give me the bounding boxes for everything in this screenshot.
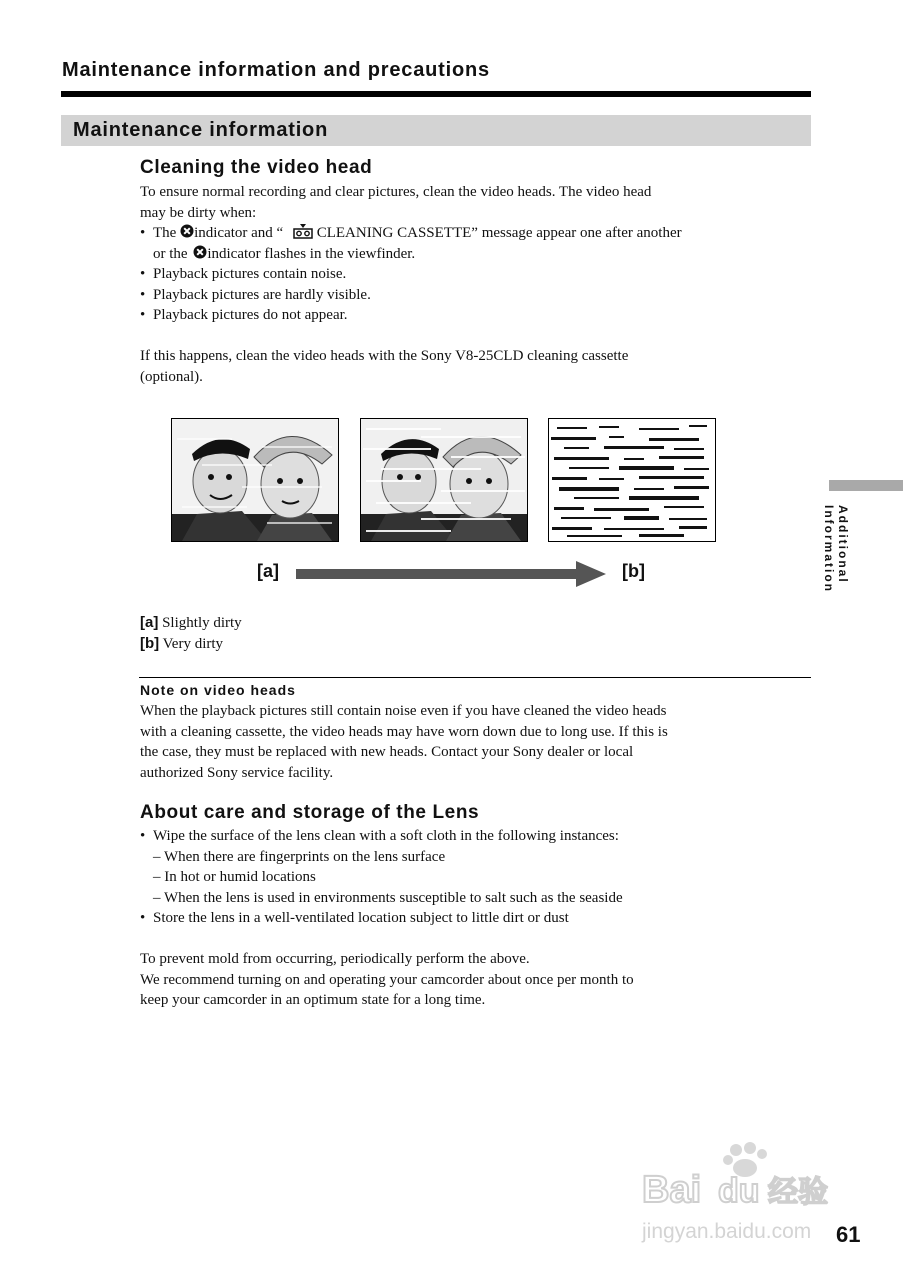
list-item: – In hot or humid locations <box>153 869 316 885</box>
caption-a <box>140 613 242 634</box>
bullet1-line2-suffix: indicator flashes in the viewfinder. <box>207 245 416 262</box>
note-line: with a cleaning cassette, the video heads may have worn down due to long use. If this is <box>140 723 668 740</box>
side-tab-label: Additional Information <box>822 505 850 593</box>
photo-very-dirty <box>548 418 716 542</box>
side-tab <box>829 480 903 491</box>
arrow-right-icon <box>296 561 608 592</box>
figure-label-a: [a] <box>257 561 279 581</box>
bullet1-prefix: The <box>153 225 177 241</box>
list-item <box>140 223 810 264</box>
cleaning-paragraph <box>140 346 810 387</box>
section-title: Maintenance information <box>73 119 329 141</box>
cleaning-para-line1: If this happens, clean the video heads with the Sony V8-25CLD cleaning cassette <box>140 348 629 364</box>
caption-a-tag: [a] <box>140 614 159 631</box>
warning-x-icon <box>193 245 207 259</box>
note-line: authorized Sony service facility. <box>140 764 334 781</box>
list-item: • Playback pictures contain noise. <box>140 264 810 285</box>
note-rule <box>139 677 811 678</box>
cleaning-para-line2: (optional). <box>140 368 203 385</box>
bullet1-suffix: CLEANING CASSETTE” message appear one after another <box>316 225 682 241</box>
caption-b-text: Very dirty <box>162 635 224 652</box>
figure-label-b: [b] <box>622 561 645 581</box>
cleaning-intro-line2: may be dirty when: <box>140 204 257 221</box>
warning-x-icon <box>180 224 194 238</box>
page-number: 61 <box>836 1222 861 1247</box>
cleaning-intro-line1: To ensure normal recording and clear pictures, clean the video heads. The video head <box>140 184 652 200</box>
figure-captions <box>140 613 242 654</box>
caption-b <box>140 634 242 655</box>
bullet1-mid: indicator and “ <box>194 225 284 241</box>
cleaning-cassette-icon <box>293 223 313 239</box>
watermark-line2: du <box>718 1172 760 1210</box>
watermark-line4: jingyan.baidu.com <box>642 1220 812 1243</box>
list-item: • Store the lens in a well-ventilated location subject to little dirt or dust <box>140 908 810 929</box>
list-item: • Playback pictures do not appear. <box>140 305 810 326</box>
note-line: When the playback pictures still contain noise even if you have cleaned the video heads <box>140 703 667 719</box>
header-rule <box>61 91 811 97</box>
photo-dirtier <box>360 418 528 542</box>
list-item: • Wipe the surface of the lens clean with a soft cloth in the following instances: <box>140 826 810 847</box>
lens-heading: About care and storage of the Lens <box>140 802 480 823</box>
lens-para-line: keep your camcorder in an optimum state for a long time. <box>140 992 486 1008</box>
lens-para-line: We recommend turning on and operating your camcorder about once per month to <box>140 971 634 988</box>
list-item: • Playback pictures are hardly visible. <box>140 285 810 306</box>
lens-paragraph <box>140 949 810 1011</box>
bullet1-line2-prefix: or the <box>153 245 188 262</box>
watermark-line3: 经验 <box>768 1175 828 1210</box>
photo-slightly-dirty <box>171 418 339 542</box>
note-line: the case, they must be replaced with new heads. Contact your Sony dealer or local <box>140 744 634 760</box>
list-item: – When there are fingerprints on the lens surface <box>153 848 446 865</box>
list-item: – When the lens is used in environments susceptible to salt such as the seaside <box>153 889 623 906</box>
side-tab-label-wrap <box>822 505 850 675</box>
lens-list <box>140 826 810 929</box>
watermark-line1: Bai <box>642 1169 702 1211</box>
section-bar <box>61 115 811 146</box>
page-header: Maintenance information and precautions <box>62 59 490 81</box>
note-title: Note on video heads <box>140 682 296 698</box>
caption-a-text: Slightly dirty <box>162 615 242 631</box>
cleaning-heading: Cleaning the video head <box>140 157 373 178</box>
note-body <box>140 701 810 783</box>
caption-b-tag: [b] <box>140 634 160 652</box>
baidu-watermark <box>640 1140 850 1245</box>
cleaning-intro <box>140 182 810 326</box>
lens-para-line: To prevent mold from occurring, periodically perform the above. <box>140 951 530 967</box>
